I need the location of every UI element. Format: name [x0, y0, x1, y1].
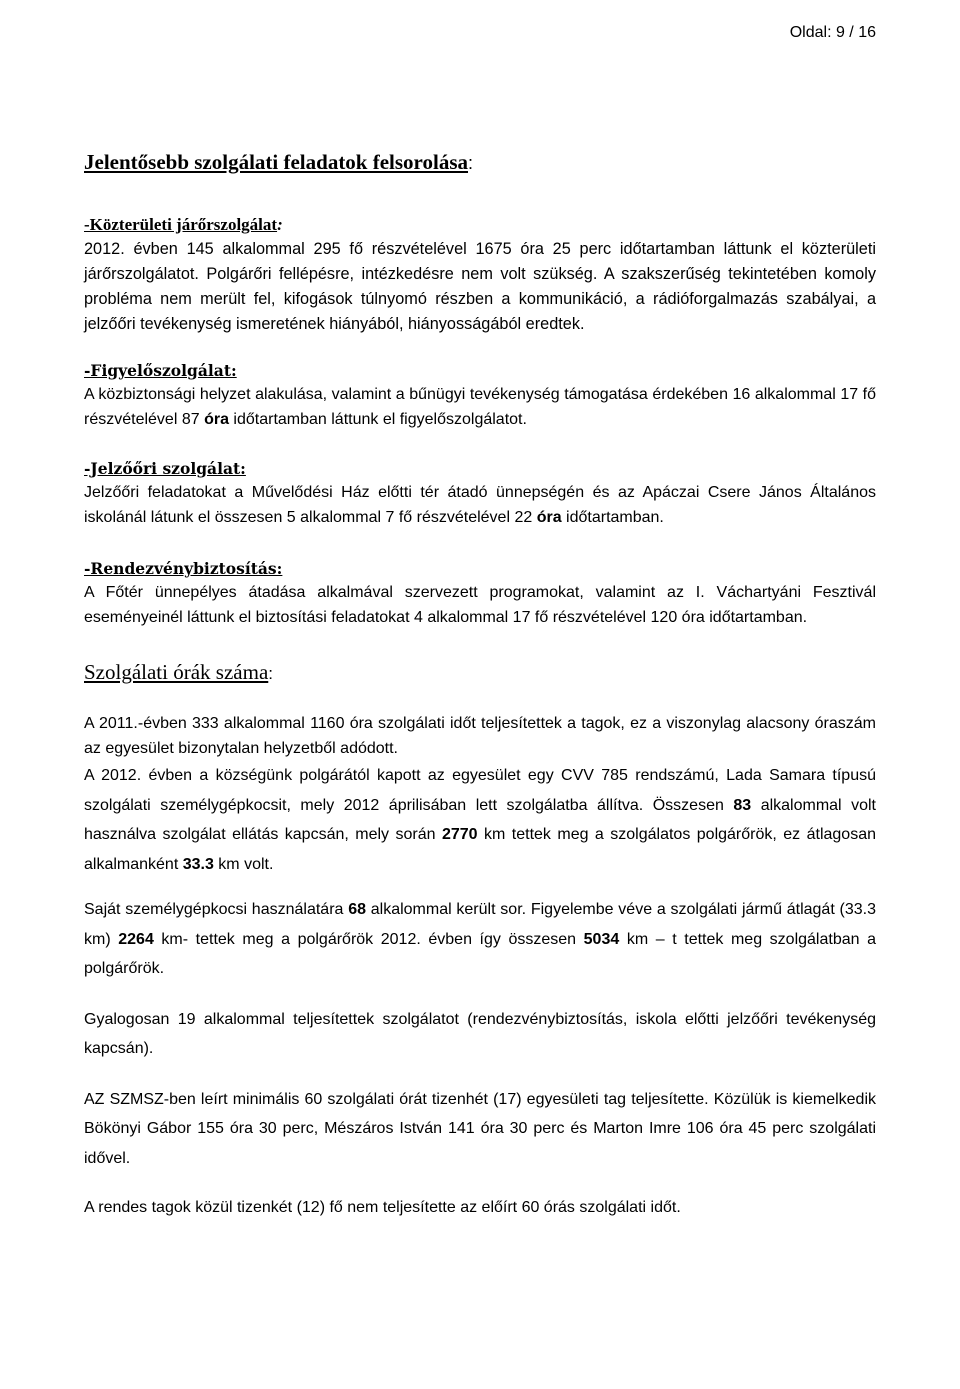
sajat-text-e: km – t tettek meg szolgálatban a polgárőrök.: [84, 930, 876, 977]
figyelo-bold: óra: [204, 410, 229, 428]
section-heading-figyelo: [84, 358, 876, 383]
jelzoori-text-b: időtartamban.: [561, 508, 664, 526]
orak-heading-colon: :: [268, 664, 273, 683]
jelzoori-bold: óra: [536, 508, 562, 526]
section-heading-orak: [84, 658, 876, 688]
sajat-bold-km: 2264: [118, 930, 154, 948]
rendes-text: A rendes tagok közül tizenkét (12) fő nem teljesítette az előírt 60 órás szolgálati időt.: [84, 1199, 681, 1216]
rendezveny-heading-text: -Rendezvénybiztosítás:: [84, 559, 283, 578]
kozterulet-text: 2012. évben 145 alkalommal 295 fő részvételével 1675 óra 25 perc időtartamban láttunk el közterületi járőrszolgálatot. Polgárőri fellépésre, intézkedésre nem volt szükség. A szakszerűség tekintetében komoly probléma nem merült fel, kifogások túlnyomó részben a kommunikáció, a rádióforgalmazás szabályai, a jelzőőri tevékenység ismeretének hiányából, hiányosságából eredtek.: [84, 240, 876, 333]
kozterulet-paragraph: [84, 237, 876, 337]
orak-2012-bold-avg: 33.3: [182, 855, 214, 873]
orak-heading-text: Szolgálati órák száma: [84, 660, 269, 684]
section-heading-rendezveny: [84, 556, 876, 581]
orak-2012-text-e: km volt.: [213, 855, 274, 873]
main-title-colon: :: [468, 153, 474, 173]
sajat-text-d: km- tettek meg a polgárőrök 2012. évben így összesen: [153, 930, 584, 948]
sajat-bold-count: 68: [348, 901, 366, 918]
szmsz-text: AZ SZMSZ-ben leírt minimális 60 szolgálati órát tizenhét (17) egyesületi tag teljesítette. Közülük is kiemelkedik Bökönyi Gábor 155 óra 30 perc, Mészáros István 141 óra 30 perc és Marton Imre 106 óra 45 perc szolgálati idővel.: [84, 1090, 876, 1167]
section-heading-kozterulet: [84, 213, 876, 237]
jelzoori-text-a: Jelzőőri feladatokat a Művelődési Ház előtti tér átadó ünnepségén és az Apáczai Csere János Általános iskolánál látunk el összesen 5 alkalommal 7 fő részvételével 22: [84, 484, 876, 526]
jelzoori-paragraph: [84, 481, 876, 530]
rendezveny-text: A Főtér ünnepélyes átadása alkalmával szervezett programokat, valamint az I. Váchartyáni Fesztivál eseményeinél láttunk el biztosítási feladatokat 4 alkalommal 17 fő részvételével 120 óra időtartamban.: [84, 584, 876, 626]
rendes-paragraph: [84, 1193, 876, 1223]
orak-2012-text-d: km tettek meg a szolgálatos polgárőrök, ez átlagosan alkalmanként: [84, 826, 876, 873]
sajat-paragraph: [84, 895, 876, 984]
orak-2012-text-a: A 2012. évben a községünk polgárától kapott az egyesület egy CVV 785 rendszámú, Lada Samara típusú szolgálati személygépkocsit, mely 2012 áprilisában lett szolgálatba állítva. Összesen: [84, 767, 876, 814]
orak-2012-paragraph: [84, 761, 876, 879]
orak-2012-bold-count: 83: [733, 796, 752, 814]
gyalog-paragraph: [84, 1005, 876, 1064]
page-content: [84, 148, 876, 1223]
main-title-text: Jelentősebb szolgálati feladatok felsorolása: [84, 150, 469, 174]
figyelo-heading-text: -Figyelőszolgálat:: [84, 361, 237, 380]
main-title: [84, 148, 876, 177]
orak-2012-bold-km: 2770: [441, 826, 478, 843]
sajat-bold-total: 5034: [583, 930, 620, 948]
gyalog-text: Gyalogosan 19 alkalommal teljesítettek szolgálatot (rendezvénybiztosítás, iskola előtti jelzőőri tevékenység kapcsán).: [84, 1010, 876, 1057]
orak-2011-paragraph: [84, 712, 876, 761]
kozterulet-heading-text: -Közterületi járőrszolgálat: [84, 215, 278, 234]
szmsz-paragraph: [84, 1085, 876, 1174]
jelzoori-heading-text: -Jelzőőri szolgálat:: [84, 459, 246, 478]
figyelo-text-a: A közbiztonsági helyzet alakulása, valamint a bűnügyi tevékenység támogatása érdekében 16 alkalommal 17 fő részvételével 87: [84, 386, 876, 428]
sajat-text-a: Saját személygépkocsi használatára: [84, 901, 349, 918]
sajat-text-c: alkalommal került sor. Figyelembe véve a szolgálati jármű átlagát (33.3 km): [84, 901, 876, 948]
figyelo-paragraph: [84, 383, 876, 432]
orak-2012-text-c: alkalommal volt használva szolgálat ellátás kapcsán, mely során: [84, 796, 877, 843]
figyelo-text-b: időtartamban láttunk el figyelőszolgálatot.: [228, 410, 527, 428]
section-heading-jelzoori: [84, 456, 876, 481]
page-number: Oldal: 9 / 16: [789, 24, 876, 41]
kozterulet-heading-colon: :: [277, 215, 283, 234]
orak-2011-text: A 2011.-évben 333 alkalommal 1160 óra szolgálati időt teljesítettek a tagok, ez a viszonylag alacsony óraszám az egyesület bizonytalan helyzetből adódott.: [84, 715, 876, 757]
rendezveny-paragraph: [84, 581, 876, 630]
